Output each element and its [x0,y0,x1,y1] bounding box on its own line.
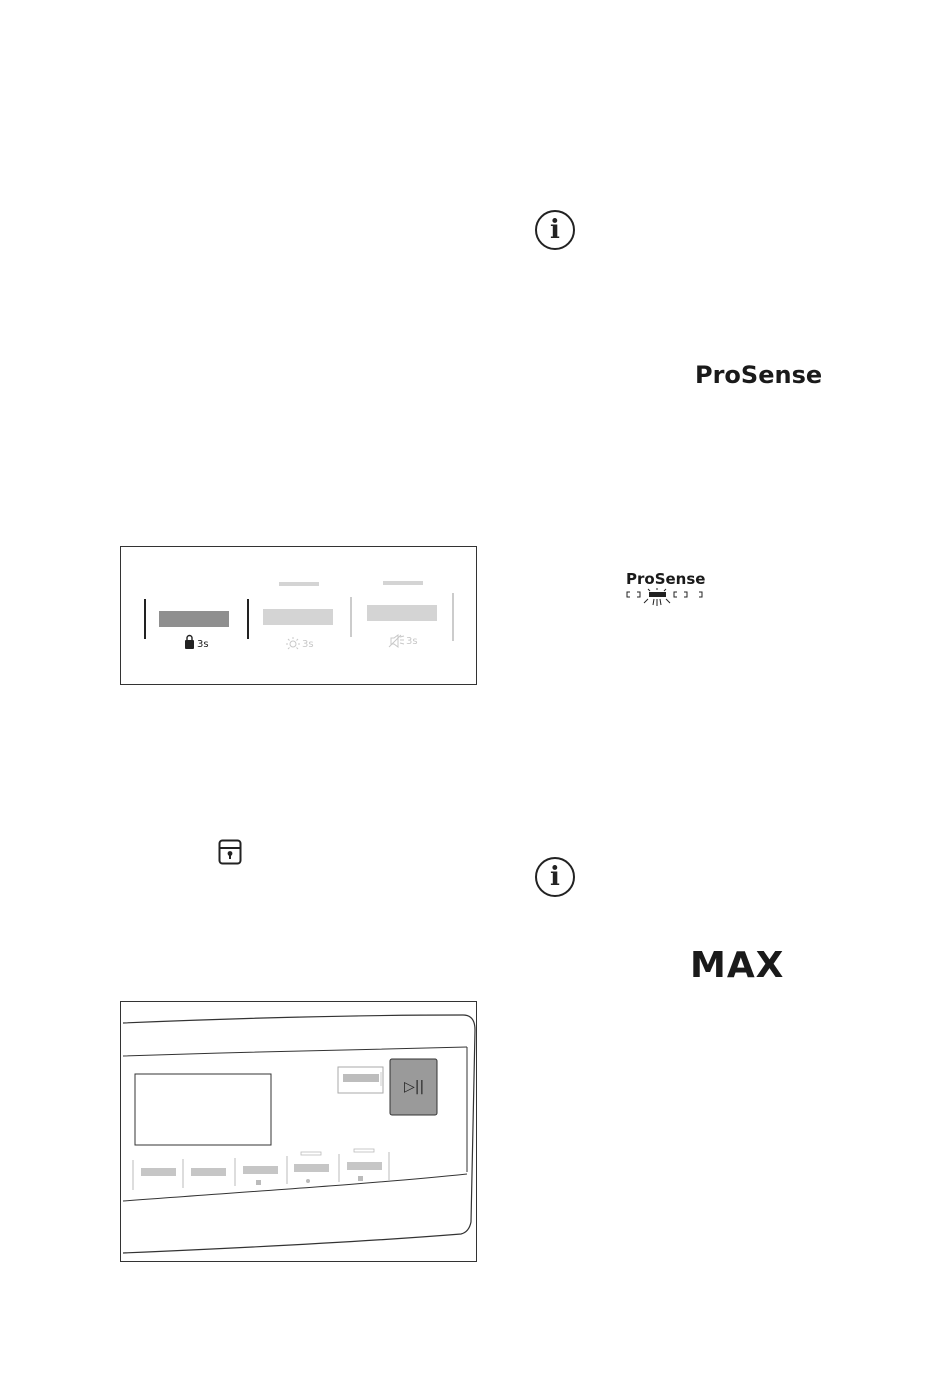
info-icon [535,210,575,250]
start-pause-symbol: ▷|| [404,1079,425,1095]
sound-hint: 3s [406,636,418,647]
prosense-blink-icon [624,588,714,608]
prosense-indicator-label: ProSense [626,570,706,588]
option-button [343,1074,379,1082]
sound-button [367,605,437,621]
bottom-buttons [141,1162,382,1176]
sound-icon [389,635,404,647]
info-icon-letter: i [550,215,560,245]
prosense-logo: ProSense [695,361,823,389]
light-icon [286,637,300,649]
light-hint: 3s [302,639,314,650]
appliance-panel-figure [120,1001,477,1262]
controls-panel-drawing [121,547,476,684]
prosense-indicator [624,570,714,610]
door-lock-icon [218,839,242,865]
tiny-icons [256,1176,363,1185]
max-logo: MAX [690,945,785,986]
display-window [135,1074,271,1145]
controls-panel-figure [120,546,477,685]
light-indicator [279,582,319,586]
lock-button [159,611,229,627]
appliance-panel-drawing [121,1002,476,1261]
sound-indicator [383,581,423,585]
light-button [263,609,333,625]
info-icon [535,857,575,897]
lock-icon [185,636,194,650]
info-icon-letter: i [550,862,560,892]
lock-hint: 3s [197,639,209,650]
